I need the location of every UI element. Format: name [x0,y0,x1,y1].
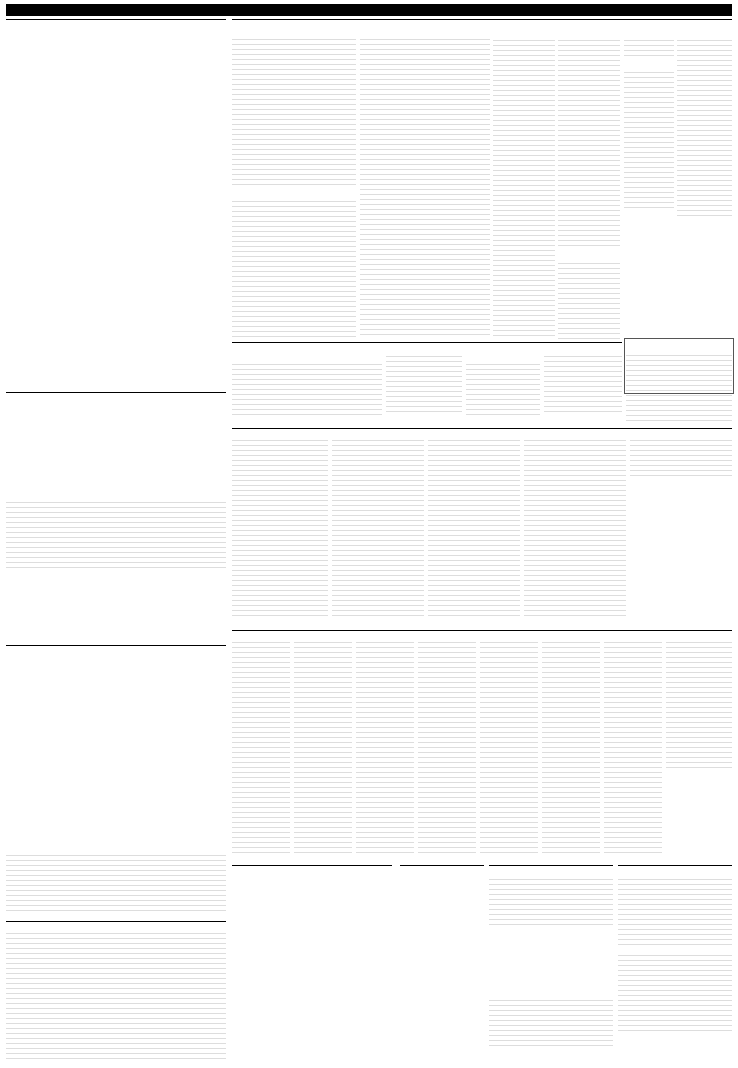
obligaties-table-4 [544,356,622,416]
rente-table-2 [489,1000,613,1050]
aex-aandelen-table [232,39,356,189]
section-binnenlandse-aandelen [232,19,732,21]
optiekoersen-block [232,428,732,430]
fondsen-table-8 [666,642,732,772]
rente-table [489,879,613,925]
amx-aandelen [232,193,356,195]
warrants-block [624,64,674,66]
fondsen-table-2 [294,642,352,857]
section-goederenmarkten [6,921,226,923]
optie-table-4 [524,440,626,618]
amerikaanse-koersen-table [6,502,226,572]
fondsen-table-7 [604,642,662,857]
page-header [6,4,732,16]
overige-aandelen-table-2 [493,40,555,340]
section-markten-veilingen [232,865,392,867]
obligaties-block [232,342,622,346]
indexen-table-2 [618,955,732,1035]
optie-table-3 [428,440,520,618]
fondsen-table-5 [480,642,538,857]
markten-col-2 [314,879,392,881]
section-beurs-amsterdam [6,19,226,21]
valuta-table [6,855,226,915]
section-valuta [6,645,226,647]
nmax-aandelen [558,255,620,257]
newyork-block [6,392,226,396]
rente-block [489,865,613,867]
amx-aandelen-table [232,201,356,341]
indexen-table-1 [618,879,732,949]
section-binnenlandse-obligaties [232,342,622,344]
optie-table-5 [630,440,732,480]
valuta-block [6,645,226,649]
section-beurs-newyork [6,392,226,394]
nmax-table [558,263,620,343]
left-column [6,19,226,23]
aex-aandelen [232,31,356,33]
section-rentetarieven [489,865,613,867]
obligaties-side-table [626,355,732,425]
fondsen-table-6 [542,642,600,857]
optie-table-2 [332,440,424,618]
overige-aandelen [360,31,490,33]
goederen-block [6,921,226,923]
goederen-table [6,933,226,1063]
fondsen-table-1 [232,642,290,857]
economisch-block [400,865,484,870]
section-indexen [618,865,732,867]
overige-aandelen-table-4 [624,40,674,60]
markten-block [232,865,392,867]
fondsen-table-4 [418,642,476,857]
optie-table-1 [232,440,328,618]
top25-table [466,364,540,416]
fondsen-table-3 [356,642,414,857]
beleggingsfondsen-block [232,630,732,632]
section-beleggingsfondsen [232,630,732,632]
warrants-table-2 [677,40,732,220]
staatsleningen-table [232,364,382,416]
obligaties-table-2 [386,356,462,416]
overige-aandelen-table-1 [360,39,490,339]
warrants-table [624,72,674,212]
indexen-block [618,865,732,867]
section-economisch-kort [400,865,484,867]
markten-col-1 [232,879,308,882]
aandelen-block [232,19,732,21]
section-optiekoersen [232,428,732,430]
overige-aandelen-table-3 [558,40,620,250]
